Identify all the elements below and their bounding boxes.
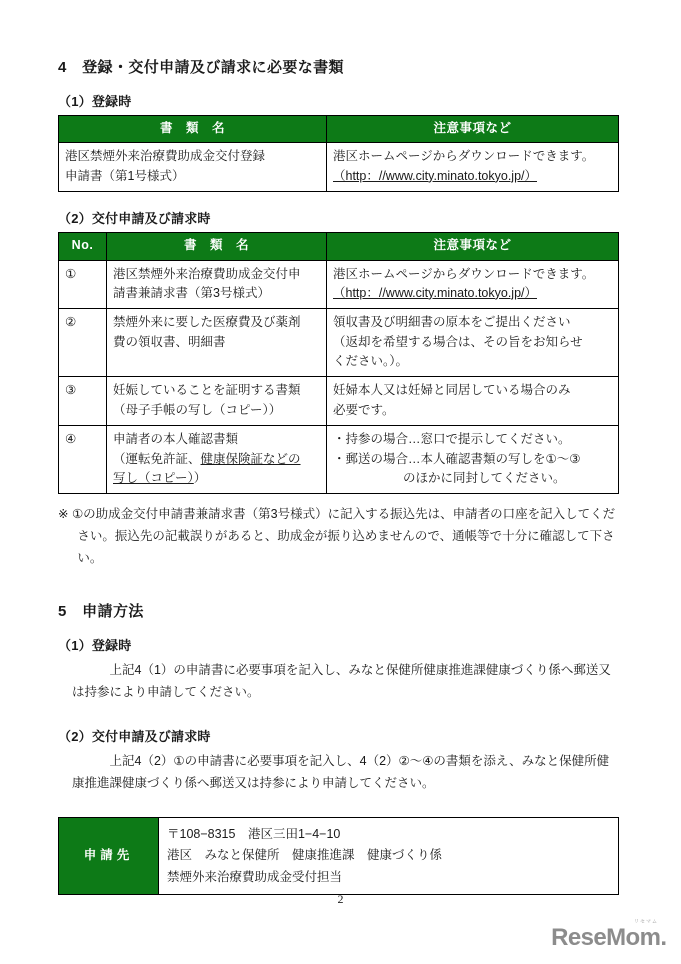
document-name-line-1: 港区禁煙外来治療費助成金交付登録 — [65, 149, 266, 164]
document-name-line-2-plain: （運転免許証、 — [113, 451, 201, 466]
section-4-1-label: （1）登録時 — [58, 94, 132, 109]
document-name-line-3 — [113, 469, 320, 488]
application-destination-table — [58, 817, 619, 896]
cell-row-number: ④ — [59, 426, 107, 494]
claim-documents-note — [58, 504, 624, 570]
cell-notes — [327, 426, 619, 494]
table-row — [59, 377, 619, 426]
claim-documents-table — [58, 232, 619, 494]
section-5-2-body — [58, 750, 617, 795]
resemom-logo-dot: . — [660, 924, 667, 951]
resemom-logo-word: ReseMom — [551, 924, 661, 951]
cell-row-number: ② — [59, 309, 107, 377]
table-row — [59, 143, 619, 192]
document-name-line-1: 港区禁煙外来治療費助成金交付申 — [113, 266, 301, 281]
destination-address — [159, 817, 619, 895]
destination-line-3: 禁煙外来治療費助成金受付担当 — [167, 869, 343, 884]
notes-line-2: （返却を希望する場合は、その旨をお知らせ — [333, 334, 583, 349]
note-text — [58, 504, 624, 570]
notes-line-1: 港区ホームページからダウンロードできます。 — [333, 149, 595, 164]
column-header-document-name: 書 類 名 — [59, 116, 327, 143]
column-header-notes: 注意事項など — [327, 233, 619, 260]
section-5-2-body-text: 上記4（2）①の申請書に必要事項を記入し、4（2）②～④の書類を添え、みなと保健所健康推進課健康づくり係へ郵送又は持参により申請してください。 — [72, 753, 610, 791]
table-header-row — [59, 233, 619, 260]
table-header-row — [59, 116, 619, 143]
cell-document-name — [107, 426, 327, 494]
notes-line-2: 必要です。 — [333, 402, 395, 417]
document-name-line-2: 費の領収書、明細書 — [113, 334, 226, 349]
document-name-line-2: （母子手帳の写し（コピー）） — [113, 402, 282, 417]
notes-line-1: ・持参の場合…窓口で提示してください。 — [333, 432, 571, 447]
destination-label: 申請先 — [59, 817, 159, 895]
document-name-line-2 — [113, 450, 320, 469]
column-header-document-name: 書 類 名 — [107, 233, 327, 260]
section-5-2-label: （2）交付申請及び請求時 — [58, 728, 211, 744]
cell-row-number: ③ — [59, 377, 107, 426]
note-content: ①の助成金交付申請書兼請求書（第3号様式）に記入する振込先は、申請者の口座を記入してください。振込先の記載誤りがあると、助成金が振り込めませんので、通帳等で十分に確認して下さい。 — [71, 507, 616, 565]
resemom-logo — [551, 920, 667, 950]
document-name-line-1: 禁煙外来に要した医療費及び薬剤 — [113, 315, 301, 330]
destination-line-1: 〒108−8315 港区三田1−4−10 — [167, 826, 341, 841]
table-row — [59, 260, 619, 309]
notes-line-3: のほかに同封してください。 — [403, 470, 566, 485]
notes-line-1: 妊婦本人又は妊婦と同居している場合のみ — [333, 383, 571, 398]
cell-document-name — [107, 260, 327, 309]
section-5-1-body — [58, 659, 617, 704]
document-name-line-3-underlined: 写し（コピー） — [113, 470, 194, 485]
notes-line-1: 領収書及び明細書の原本をご提出ください — [333, 315, 571, 330]
cell-document-name — [107, 377, 327, 426]
section-5-heading: 5 申請方法 — [58, 602, 144, 620]
column-header-no: No. — [59, 233, 107, 260]
table-row — [59, 309, 619, 377]
table-row — [59, 426, 619, 494]
section-4-2-label: （2）交付申請及び請求時 — [58, 211, 211, 227]
notes-line-3: ください。）。 — [333, 354, 409, 368]
column-header-notes: 注意事項など — [327, 116, 619, 143]
cell-notes — [327, 143, 619, 192]
cell-notes — [327, 377, 619, 426]
document-name-line-2: 申請書（第1号様式） — [65, 168, 185, 183]
cell-row-number: ① — [59, 260, 107, 309]
notes-line-2: ・郵送の場合…本人確認書類の写しを①～③ — [333, 451, 581, 466]
cell-notes — [327, 309, 619, 377]
cell-document-name — [107, 309, 327, 377]
section-5-1-label: （1）登録時 — [58, 637, 132, 653]
resemom-logo-ruby: リセマム — [634, 919, 658, 925]
registration-documents-table — [58, 115, 619, 192]
section-5-1-body-text: 上記4（1）の申請書に必要事項を記入し、みなと保健所健康推進課健康づくり係へ郵送又は持参により申請してください。 — [72, 662, 611, 700]
document-name-line-3-plain: ） — [193, 470, 207, 485]
notes-line-1: 港区ホームページからダウンロードできます。 — [333, 266, 595, 281]
table-row — [59, 817, 619, 895]
notes-url-link[interactable]: （http：//www.city.minato.tokyo.jp/） — [333, 285, 537, 300]
document-name-line-1: 申請者の本人確認書類 — [113, 432, 239, 447]
page-number: 2 — [337, 892, 344, 906]
document-name-line-2-underlined: 健康保険証などの — [200, 451, 301, 466]
notes-url-link[interactable]: （http：//www.city.minato.tokyo.jp/） — [333, 168, 537, 183]
destination-line-2: 港区 みなと保健所 健康推進課 健康づくり係 — [167, 848, 443, 863]
section-4-heading: 4 登録・交付申請及び請求に必要な書類 — [58, 59, 344, 76]
document-name-line-1: 妊娠していることを証明する書類 — [113, 383, 301, 398]
cell-document-name — [59, 143, 327, 192]
document-name-line-2: 請書兼請求書（第3号様式） — [113, 285, 270, 300]
note-marker: ※ — [58, 507, 69, 522]
cell-notes — [327, 260, 619, 309]
